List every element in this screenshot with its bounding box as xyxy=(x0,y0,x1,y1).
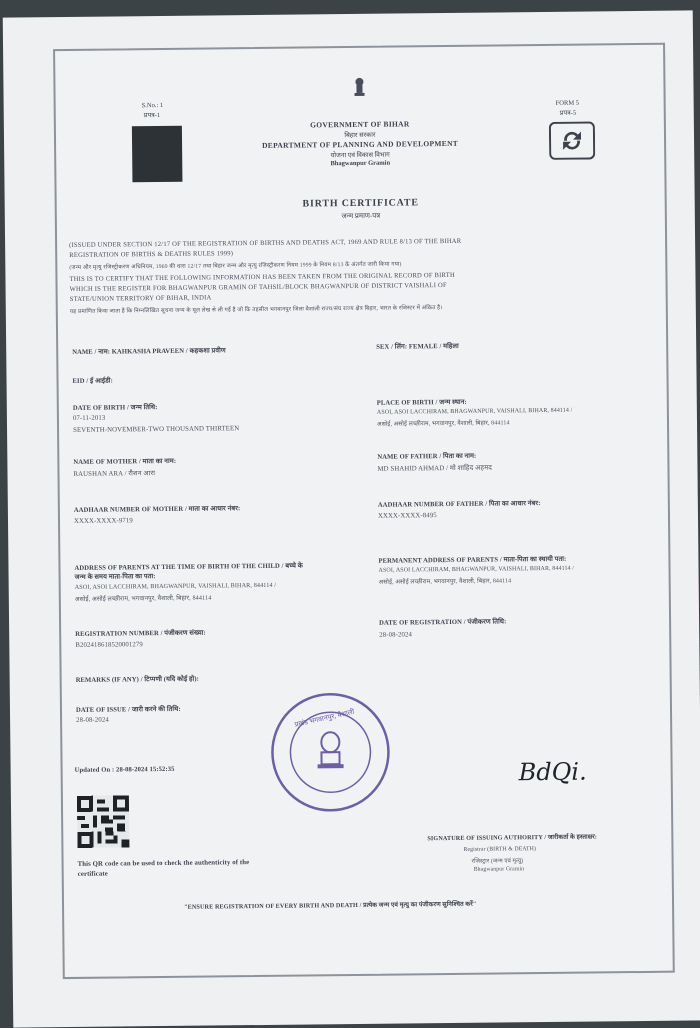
pob-value-hi: असोई, असोई लच्छीराम, भगवानपुर, वैशाली, बिहार, 844114 xyxy=(376,420,510,428)
form-left: प्रपत्र-1 xyxy=(143,111,161,120)
signature: BdQi. xyxy=(518,757,587,787)
dob-value: 07-11-2013 xyxy=(72,414,106,422)
address-permanent-label: PERMANENT ADDRESS OF PARENTS / माता-पिता का स्थायी पता: xyxy=(378,555,567,565)
authority-line-3: Bhagwanpur Gramin xyxy=(473,866,525,873)
intro-line-7-hi: यह प्रमाणित किया जाता है कि निम्नलिखित सूचना जन्म के मूल लेख से ली गई है जो कि तहसील भगवानपुर जिला वैशाली राज्य/संघ राज्य क्षेत्र बिहार, भारत के रजिस्टर में अंकित है। xyxy=(69,305,443,315)
registration-number-label: REGISTRATION NUMBER / पंजीकरण संख्या: xyxy=(75,629,206,638)
registration-date-label: DATE OF REGISTRATION / पंजीकरण तिथि: xyxy=(379,618,507,627)
intro-line-4: THIS IS TO CERTIFY THAT THE FOLLOWING INFORMATION HAS BEEN TAKEN FROM THE ORIGINAL RECORD OF BIRTH xyxy=(69,271,455,283)
qr-code-icon xyxy=(77,794,130,849)
address-permanent-value: ASOI, ASOI LACCHIRAM, BHAGWANPUR, VAISHALI, BIHAR, 844114 / xyxy=(378,565,575,574)
intro-line-1: (ISSUED UNDER SECTION 12/17 OF THE REGISTRATION OF BIRTHS AND DEATHS ACT, 1969 AND RULE 8/13 OF THE BIHAR xyxy=(69,237,462,249)
dob-label: DATE OF BIRTH / जन्म तिथि: xyxy=(72,404,158,412)
ensure-registration-slogan: "ENSURE REGISTRATION OF EVERY BIRTH AND DEATH / प्रत्येक जन्म एवं मृत्यु का पंजीकरण सुनिश्चित करें" xyxy=(184,900,477,911)
address-permanent-value-hi: असोई, असोई लच्छीराम, भगवानपुर, वैशाली, बिहार, 844114 xyxy=(378,578,512,586)
certificate-title: BIRTH CERTIFICATE xyxy=(302,197,419,210)
seal-text: प्रखंड भगवानपुर, वैशाली xyxy=(293,707,356,729)
remarks-label: REMARKS (IF ANY) / टिप्पणी (यदि कोई हो): xyxy=(75,675,199,684)
certificate-border xyxy=(53,43,675,979)
state-emblem-icon xyxy=(351,76,367,100)
crs-logo-icon xyxy=(549,121,595,159)
eid-field: EID / ई आईडी: xyxy=(72,377,113,385)
name-field: NAME / नाम: KAHKASHA PRAVEEN / कहकशा प्रवीण xyxy=(72,347,226,356)
authority-line-2: रजिस्ट्रार (जन्म एवं मृत्यु) xyxy=(471,858,524,865)
updated-on: Updated On : 28-08-2024 15:52:35 xyxy=(74,765,175,774)
issue-date-label: DATE OF ISSUE / जारी करने की तिथि: xyxy=(75,705,181,714)
aadhaar-mother-value: XXXX-XXXX-9719 xyxy=(73,517,133,525)
sex-field: SEX / लिंग: FEMALE / महिला xyxy=(376,342,459,351)
father-value: MD SHAHID AHMAD / मो शाहिद अहमद xyxy=(377,464,492,473)
official-seal-icon xyxy=(268,690,393,815)
serial-number: S.No.: 1 xyxy=(141,101,164,110)
department-title: DEPARTMENT OF PLANNING AND DEVELOPMENT xyxy=(262,138,459,150)
intro-line-6: STATE/UNION TERRITORY OF BIHAR, INDIA xyxy=(69,294,212,303)
registration-date-value: 28-08-2024 xyxy=(379,631,412,639)
authority-line-1: Registrar (BIRTH & DEATH) xyxy=(463,846,537,853)
pob-value: ASOI, ASOI LACCHIRAM, BHAGWANPUR, VAISHALI, BIHAR, 844114 / xyxy=(376,407,573,416)
address-birth-label: ADDRESS OF PARENTS AT THE TIME OF BIRTH OF THE CHILD / बच्चे के xyxy=(74,562,303,572)
intro-line-3-hi: (जन्म और मृत्यु रजिस्ट्रीकरण अधिनियम, 1969 की धारा 12/17 तथा बिहार जन्म और मृत्यु रजिस्ट्रीकरण नियम 1999 के नियम 8/13 के अंतर्गत जारी किया गया) xyxy=(69,261,402,271)
address-birth-value-hi: असोई, असोई लच्छीराम, भगवानपुर, वैशाली, बिहार, 844114 xyxy=(74,594,212,603)
government-title: GOVERNMENT OF BIHAR xyxy=(310,119,410,130)
registration-number-value: B202418618520001279 xyxy=(75,641,143,649)
form-right-sub: प्रपत्र-5 xyxy=(559,109,577,117)
mother-value: RAUSHAN ARA / रौशन आरा xyxy=(73,470,156,478)
pob-label: PLACE OF BIRTH / जन्म स्थान: xyxy=(376,398,467,407)
government-title-hi: बिहार सरकार xyxy=(344,131,376,140)
form-right: FORM 5 xyxy=(555,99,580,107)
certificate-paper xyxy=(3,10,700,1027)
aadhaar-mother-label: AADHAAR NUMBER OF MOTHER / माता का आधार नंबर: xyxy=(73,505,241,514)
father-label: NAME OF FATHER / पिता का नाम: xyxy=(377,452,477,461)
issue-date-value: 28-08-2024 xyxy=(76,716,109,724)
intro-line-5: WHICH IS THE REGISTER FOR BHAGWANPUR GRAMIN OF TAHSIL/BLOCK BHAGWANPUR OF DISTRICT VAISHALI OF xyxy=(69,282,447,293)
qr-note: This QR code can be used to check the authenticity of the xyxy=(77,859,250,868)
intro-line-2: REGISTRATION OF BIRTHS & DEATHS RULES 1999) xyxy=(69,250,234,259)
dob-words: SEVENTH-NOVEMBER-TWO THOUSAND THIRTEEN xyxy=(73,425,240,434)
mother-label: NAME OF MOTHER / माता का नाम: xyxy=(73,457,177,466)
department-title-hi: योजना एवं विकास विभाग xyxy=(330,151,390,160)
address-birth-label-2: जन्म के समय माता-पिता का पता: xyxy=(74,573,156,581)
aadhaar-father-label: AADHAAR NUMBER OF FATHER / पिता का आधार नंबर: xyxy=(377,500,541,509)
aadhaar-father-value: XXXX-XXXX-8495 xyxy=(377,512,437,520)
address-birth-value: ASOI, ASOI LACCHIRAM, BHAGWANPUR, VAISHALI, BIHAR, 844114 / xyxy=(74,581,277,591)
certificate-title-hi: जन्म प्रमाण-पत्र xyxy=(341,211,381,221)
qr-note-2: certificate xyxy=(77,870,108,878)
location-title: Bhagwanpur Gramin xyxy=(330,159,391,168)
signature-label: SIGNATURE OF ISSUING AUTHORITY / जारीकर्ता के हस्ताक्षर: xyxy=(427,833,598,843)
